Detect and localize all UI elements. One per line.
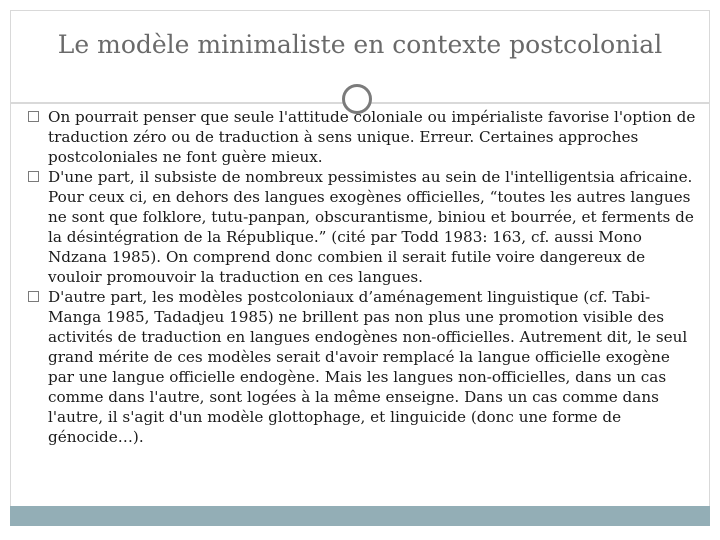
bullet-text: On pourrait penser que seule l'attitude coloniale ou impérialiste favorise l'option de traduction zéro ou de traduction à sens unique. Erreur. Certaines approches postcoloniales ne font guère mieux. bbox=[48, 108, 696, 166]
square-bullet-icon bbox=[28, 171, 39, 182]
bullet-list bbox=[28, 107, 698, 447]
bullet-text: D'une part, il subsiste de nombreux pessimistes au sein de l'intelligentsia africaine. Pour ceux ci, en dehors des langues exogènes officielles, “toutes les autres langues ne sont que folklore, tutu-panpan, obscurantisme, biniou et bourrée, et ferments de la désintégration de la République.” (cité par Todd 1983: 163, cf. aussi Mono Ndzana 1985). On comprend donc combien il serait futile voire dangereux de vouloir promouvoir la traduction en ces langues. bbox=[48, 168, 694, 286]
bullet-item bbox=[28, 107, 698, 167]
bullet-item bbox=[28, 167, 698, 287]
bullet-text: D'autre part, les modèles postcoloniaux d’aménagement linguistique (cf. Tabi-Manga 1985, Tadadjeu 1985) ne brillent pas non plus une promotion visible des activités de traduction en langues endogènes non-officielles. Autrement dit, le seul grand mérite de ces modèles serait d'avoir remplacé la langue officielle exogène par une langue officielle endogène. Mais les langues non-officielles, dans un cas comme dans l'autre, sont logées à la même enseigne. Dans un cas comme dans l'autre, il s'agit d'un modèle glottophage, et linguicide (donc une forme de génocide…). bbox=[48, 288, 688, 446]
square-bullet-icon bbox=[28, 291, 39, 302]
square-bullet-icon bbox=[28, 111, 39, 122]
slide-title: Le modèle minimaliste en contexte postcolonial bbox=[57, 30, 663, 59]
footer-bar bbox=[10, 506, 710, 526]
bullet-item bbox=[28, 287, 698, 447]
